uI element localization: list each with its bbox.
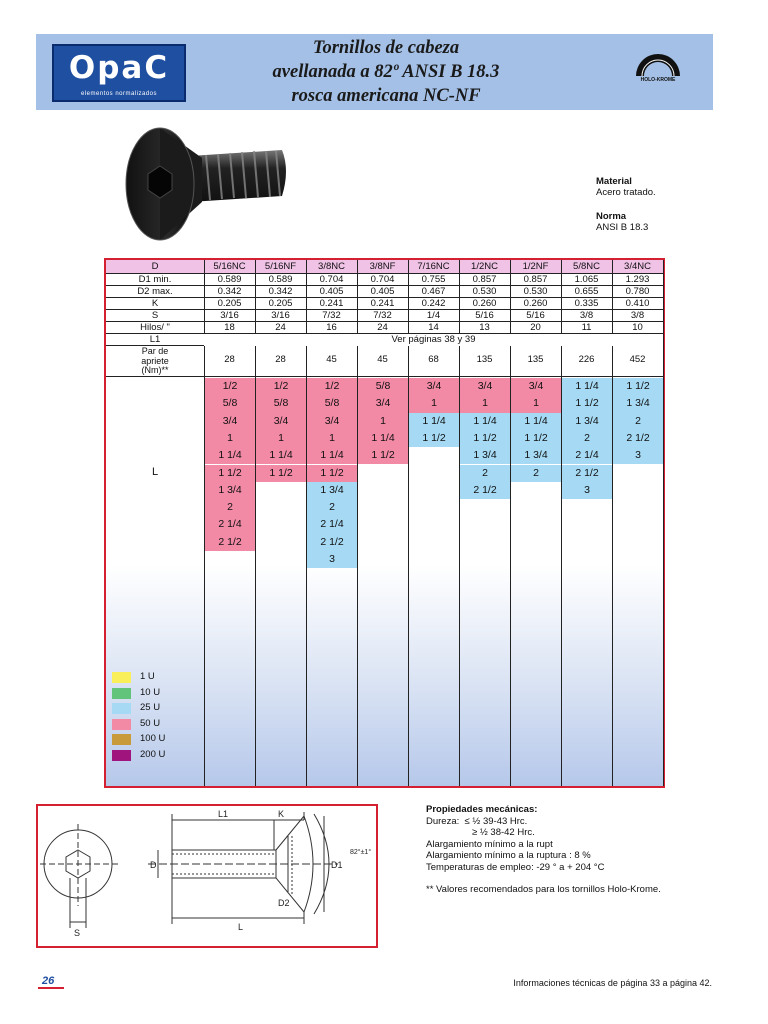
legend-label: 1 U (140, 671, 155, 682)
column-divider (663, 260, 664, 786)
length-cell: 1 1/2 (409, 430, 459, 447)
row-label: D (151, 261, 159, 272)
length-cell: 2 1/4 (562, 447, 612, 464)
row-label: Hilos/ " (140, 322, 170, 333)
header-banner (36, 34, 713, 110)
props-line-3: Alargamiento mínimo a la rupt (426, 838, 553, 850)
value-cell: 0.704 (370, 273, 395, 285)
logo-text: OpaC (68, 50, 170, 86)
page-title (206, 36, 566, 108)
par-cell: 28 (224, 354, 235, 365)
dureza-2: ≥ ½ 38-42 Hrc. (472, 827, 535, 838)
value-cell: 0.857 (472, 273, 497, 285)
length-cell: 1 3/4 (562, 413, 612, 430)
dim-d1: D1 (331, 860, 343, 870)
value-cell: 0.780 (625, 285, 650, 297)
length-cell: 1 3/4 (613, 395, 663, 412)
length-cell: 2 (562, 430, 612, 447)
technical-drawing (36, 804, 378, 948)
length-cell: 1 1/4 (562, 378, 612, 395)
column-header: 3/4NC (624, 261, 651, 272)
title-line-2: avellanada a 82º ANSI B 18.3 (272, 62, 500, 82)
value-cell: 0.260 (472, 297, 497, 309)
value-cell: 0.530 (472, 285, 497, 297)
value-cell: 1/4 (426, 309, 441, 321)
length-cell: 3 (562, 482, 612, 499)
length-cell: 1 3/4 (460, 447, 510, 464)
material-label: Material (596, 176, 632, 187)
column-header: 5/8NC (573, 261, 600, 272)
length-cell: 3/4 (511, 378, 561, 395)
length-cell: 3/4 (205, 413, 255, 430)
title-line-1: Tornillos de cabeza (312, 38, 460, 58)
props-note: ** Valores recomendados para los tornillos Holo-Krome. (426, 884, 661, 895)
value-cell: 0.467 (421, 285, 446, 297)
par-cell: 226 (578, 354, 595, 365)
value-cell: 0.410 (625, 297, 650, 309)
length-cell: 3/4 (256, 413, 306, 430)
column-header: 3/8NF (369, 261, 396, 272)
mechanical-properties (426, 804, 661, 896)
legend-label: 10 U (140, 686, 161, 698)
row-label: D1 min. (138, 274, 172, 285)
value-cell: 0.342 (217, 285, 242, 297)
row-label: S (151, 310, 159, 321)
length-cell: 2 (613, 413, 663, 430)
length-cell: 1 3/4 (205, 482, 255, 499)
value-cell: 3/8 (630, 309, 645, 321)
par-cell: 45 (377, 354, 388, 365)
value-cell: 3/16 (271, 309, 290, 321)
value-cell: 0.342 (268, 285, 293, 297)
value-cell: 3/16 (220, 309, 239, 321)
length-cell: 1 3/4 (307, 482, 357, 499)
footer-text: Informaciones técnicas de página 33 a página 42. (513, 978, 712, 988)
value-cell: 0.405 (319, 285, 344, 297)
column-header: 3/8NC (318, 261, 345, 272)
length-cell: 3/4 (358, 395, 408, 412)
value-cell: 0.260 (523, 297, 548, 309)
legend-swatch (112, 672, 131, 683)
length-cell: 1 1/4 (307, 447, 357, 464)
length-cell: 5/8 (205, 395, 255, 412)
legend-swatch (112, 688, 131, 699)
legend-label: 100 U (140, 733, 166, 745)
value-cell: 24 (275, 321, 286, 333)
l1-note: Ver páginas 38 y 39 (204, 334, 663, 346)
value-cell: 5/16 (475, 309, 494, 321)
value-cell: 0.530 (523, 285, 548, 297)
length-cell: 2 1/2 (460, 482, 510, 499)
value-cell: 0.655 (574, 285, 599, 297)
value-cell: 16 (326, 321, 337, 333)
value-cell: 0.242 (421, 297, 446, 309)
value-cell: 7/32 (373, 309, 392, 321)
value-cell: 24 (377, 321, 388, 333)
dim-l1: L1 (218, 809, 229, 819)
length-cell: 2 (205, 499, 255, 516)
length-cell: 1 1/2 (205, 465, 255, 482)
holo-krome-logo (630, 48, 686, 88)
dim-d2: D2 (278, 898, 290, 908)
length-cell: 2 1/2 (307, 534, 357, 551)
column-header: 7/16NC (417, 261, 450, 272)
dim-s: S (74, 928, 81, 938)
value-cell: 0.704 (319, 273, 344, 285)
length-cell: 1 (307, 430, 357, 447)
par-cell: 68 (428, 354, 439, 365)
length-cell: 5/8 (256, 395, 306, 412)
row-label-l1: L1 (149, 334, 161, 345)
length-cell: 2 (511, 465, 561, 482)
value-cell: 11 (581, 321, 592, 333)
length-cell: 1 3/4 (511, 447, 561, 464)
dim-l: L (238, 922, 244, 932)
title-line-3: rosca americana NC-NF (291, 86, 481, 106)
length-cell: 5/8 (307, 395, 357, 412)
length-cell: 2 1/2 (613, 430, 663, 447)
value-cell: 7/32 (322, 309, 341, 321)
length-cell: 1 (256, 430, 306, 447)
legend-swatch (112, 719, 131, 730)
length-cell: 1/2 (256, 378, 306, 395)
value-cell: 0.405 (370, 285, 395, 297)
length-cell: 2 1/2 (562, 465, 612, 482)
length-cell: 1 1/4 (256, 447, 306, 464)
screw-photo (110, 124, 310, 254)
dureza-label: Dureza: (426, 815, 460, 827)
length-cell: 3/4 (460, 378, 510, 395)
row-label: K (151, 298, 159, 309)
legend-swatch (112, 703, 131, 714)
length-cell: 1 1/4 (358, 430, 408, 447)
length-cell: 3/4 (307, 413, 357, 430)
length-cell: 2 1/4 (205, 516, 255, 533)
par-label-line: apriete (141, 355, 169, 366)
column-header: 1/2NF (522, 261, 549, 272)
value-cell: 5/16 (526, 309, 545, 321)
logo-subtitle: elementos normalizados (80, 91, 158, 97)
row-label: D2 max. (137, 286, 173, 297)
value-cell: 0.205 (217, 297, 242, 309)
length-cell: 1 1/2 (256, 465, 306, 482)
props-line-4: Alargamiento mínimo a la ruptura : 8 % (426, 850, 591, 861)
length-cell: 2 (460, 465, 510, 482)
legend-swatch (112, 750, 131, 761)
dim-d: D (150, 860, 157, 870)
legend-label: 200 U (140, 749, 166, 760)
length-cell: 1/2 (307, 378, 357, 395)
norma-value: ANSI B 18.3 (596, 222, 649, 233)
length-cell: 1 1/2 (613, 378, 663, 395)
length-cell: 1 1/4 (205, 447, 255, 464)
props-line-5: Temperaturas de empleo: -29 ° a + 204 °C (426, 861, 605, 873)
length-cell: 2 (307, 499, 357, 516)
length-cell: 1 1/2 (307, 465, 357, 482)
par-label-line: (Nm)** (141, 365, 169, 375)
length-cell: 1 (460, 395, 510, 412)
column-header: 5/16NF (264, 261, 297, 272)
length-cell: 3 (613, 447, 663, 464)
length-cell: 1 (409, 395, 459, 412)
par-cell: 45 (326, 354, 337, 365)
value-cell: 14 (428, 321, 439, 333)
material-value: Acero tratado. (596, 187, 656, 198)
spec-table (104, 258, 665, 788)
length-cell: 2 1/2 (205, 534, 255, 551)
value-cell: 0.755 (421, 273, 446, 285)
legend-label: 25 U (140, 702, 161, 714)
length-cell: 2 1/4 (307, 516, 357, 533)
norma-label: Norma (596, 211, 627, 222)
row-divider (106, 376, 663, 377)
value-cell: 0.857 (523, 273, 548, 285)
dim-k: K (278, 809, 285, 819)
value-cell: 1.065 (574, 273, 599, 285)
props-title: Propiedades mecánicas: (426, 804, 538, 815)
column-header: 5/16NC (213, 261, 246, 272)
value-cell: 0.335 (574, 297, 599, 309)
value-cell: 0.205 (268, 297, 293, 309)
value-cell: 0.589 (268, 273, 293, 285)
par-label-line: Par de (141, 346, 169, 356)
length-cell: 3 (307, 551, 357, 568)
length-cell: 1 1/4 (409, 413, 459, 430)
length-cell: 1 (358, 413, 408, 430)
par-cell: 135 (527, 354, 544, 365)
length-cell: 1/2 (205, 378, 255, 395)
length-cell: 1 1/2 (460, 430, 510, 447)
value-cell: 18 (224, 321, 235, 333)
dureza-1: ≤ ½ 39-43 Hrc. (464, 815, 528, 827)
value-cell: 20 (530, 321, 541, 333)
par-cell: 28 (275, 354, 286, 365)
value-cell: 1.293 (625, 273, 650, 285)
value-cell: 0.241 (370, 297, 395, 309)
length-cell: 1 (511, 395, 561, 412)
material-info (596, 176, 656, 233)
dim-angle: 82°±1° (350, 849, 372, 856)
brand-mark-text: HOLO-KROME (640, 77, 676, 83)
length-cell: 1 1/2 (358, 447, 408, 464)
opac-logo (52, 44, 186, 102)
length-cell: 5/8 (358, 378, 408, 395)
length-cell: 1 1/4 (460, 413, 510, 430)
value-cell: 0.241 (319, 297, 344, 309)
par-cell: 135 (476, 354, 493, 365)
par-cell: 452 (629, 354, 646, 365)
length-cell: 1 1/2 (511, 430, 561, 447)
page-number: 26 (38, 975, 64, 989)
row-label-l: L (151, 466, 159, 478)
legend-swatch (112, 734, 131, 745)
value-cell: 10 (632, 321, 643, 333)
length-cell: 3/4 (409, 378, 459, 395)
value-cell: 13 (479, 321, 490, 333)
value-cell: 3/8 (579, 309, 594, 321)
length-cell: 1 (205, 430, 255, 447)
column-header: 1/2NC (471, 261, 498, 272)
legend-label: 50 U (140, 717, 161, 729)
length-cell: 1 1/2 (562, 395, 612, 412)
value-cell: 0.589 (217, 273, 242, 285)
length-cell: 1 1/4 (511, 413, 561, 430)
